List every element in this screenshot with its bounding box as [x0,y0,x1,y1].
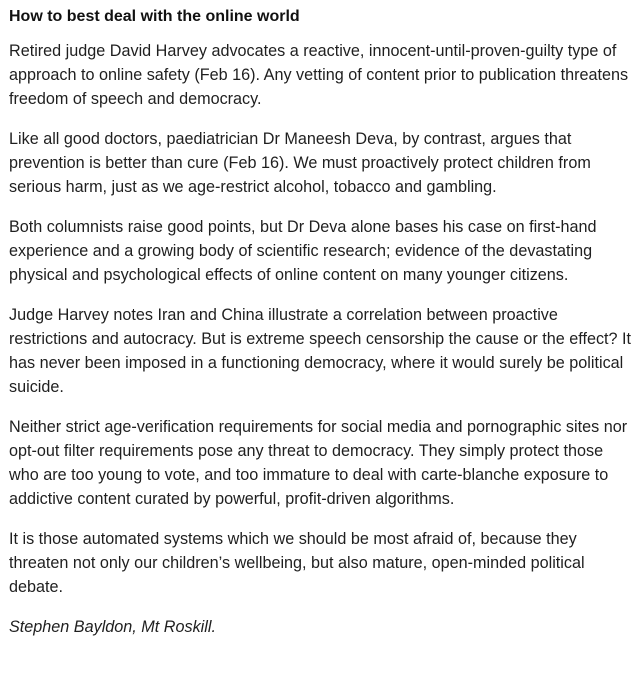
paragraph-2: Like all good doctors, paediatrician Dr Maneesh Deva, by contrast, argues that prevention is better than cure (Feb 16). We must proactively protect children from serious harm, just as we age-restrict alcohol, tobacco and gambling. [9,130,591,196]
paragraph-1: Retired judge David Harvey advocates a reactive, innocent-until-proven-guilty type of approach to online safety (Feb 16). Any vetting of content prior to publication threatens freedom of speech and democracy. [9,42,629,108]
signature: Stephen Bayldon, Mt Roskill. [9,618,216,636]
paragraph-4: Judge Harvey notes Iran and China illustrate a correlation between proactive restrictions and autocracy. But is extreme speech censorship the cause or the effect? It has never been imposed in a functioning democracy, where it would surely be political suicide. [9,306,632,396]
letter-title: How to best deal with the online world [9,8,300,25]
paragraph-6: It is those automated systems which we should be most afraid of, because they threaten not only our children’s wellbeing, but also mature, open-minded political debate. [9,530,585,596]
paragraph-3: Both columnists raise good points, but Dr Deva alone bases his case on first-hand experience and a growing body of scientific research; evidence of the devastating physical and psychological effects of online content on many younger citizens. [9,218,597,284]
paragraph-5: Neither strict age-verification requirements for social media and pornographic sites nor opt-out filter requirements pose any threat to democracy. They simply protect those who are too young to vote, and too immature to deal with carte-blanche exposure to addictive content curated by powerful, profit-driven algorithms. [9,418,628,508]
